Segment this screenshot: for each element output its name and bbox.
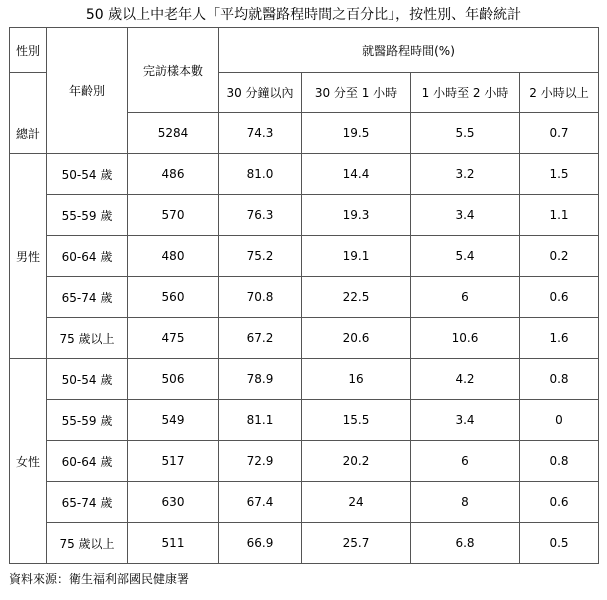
header-age: 年齡別: [47, 28, 128, 154]
header-col-2: 1 小時至 2 小時: [411, 73, 520, 113]
header-row-1: [10, 28, 599, 73]
header-col-3: 2 小時以上: [520, 73, 599, 113]
total-sample: 5284: [128, 113, 219, 154]
value-cell: 4.2: [411, 359, 520, 400]
value-cell: 67.4: [219, 482, 302, 523]
age-cell: 75 歲以上: [47, 318, 128, 359]
sample-cell: 549: [128, 400, 219, 441]
value-cell: 66.9: [219, 523, 302, 564]
value-cell: 1.1: [520, 195, 599, 236]
table-row: [10, 318, 599, 359]
age-cell: 50-54 歲: [47, 359, 128, 400]
sample-cell: 570: [128, 195, 219, 236]
header-gender-spacer: [10, 73, 47, 113]
sample-cell: 506: [128, 359, 219, 400]
value-cell: 20.6: [302, 318, 411, 359]
total-value: 5.5: [411, 113, 520, 154]
header-col-1: 30 分至 1 小時: [302, 73, 411, 113]
total-value: 19.5: [302, 113, 411, 154]
value-cell: 24: [302, 482, 411, 523]
table-row: [10, 359, 599, 400]
value-cell: 75.2: [219, 236, 302, 277]
value-cell: 0.8: [520, 441, 599, 482]
table-row: [10, 154, 599, 195]
table-row: [10, 277, 599, 318]
value-cell: 10.6: [411, 318, 520, 359]
value-cell: 5.4: [411, 236, 520, 277]
age-cell: 60-64 歲: [47, 441, 128, 482]
value-cell: 1.6: [520, 318, 599, 359]
statistics-table: [9, 27, 599, 564]
value-cell: 67.2: [219, 318, 302, 359]
value-cell: 78.9: [219, 359, 302, 400]
header-gender: 性別: [10, 28, 47, 73]
sample-cell: 517: [128, 441, 219, 482]
age-cell: 60-64 歲: [47, 236, 128, 277]
header-travel-time-group: 就醫路程時間(%): [219, 28, 599, 73]
value-cell: 8: [411, 482, 520, 523]
value-cell: 81.0: [219, 154, 302, 195]
value-cell: 72.9: [219, 441, 302, 482]
value-cell: 70.8: [219, 277, 302, 318]
age-cell: 55-59 歲: [47, 400, 128, 441]
value-cell: 0.6: [520, 482, 599, 523]
header-col-0: 30 分鐘以內: [219, 73, 302, 113]
value-cell: 0.2: [520, 236, 599, 277]
value-cell: 19.1: [302, 236, 411, 277]
sample-cell: 480: [128, 236, 219, 277]
total-value: 74.3: [219, 113, 302, 154]
value-cell: 25.7: [302, 523, 411, 564]
table-row: [10, 195, 599, 236]
age-cell: 50-54 歲: [47, 154, 128, 195]
age-cell: 65-74 歲: [47, 277, 128, 318]
sample-cell: 511: [128, 523, 219, 564]
value-cell: 14.4: [302, 154, 411, 195]
value-cell: 0.5: [520, 523, 599, 564]
table-row: [10, 236, 599, 277]
age-cell: 55-59 歲: [47, 195, 128, 236]
value-cell: 81.1: [219, 400, 302, 441]
value-cell: 1.5: [520, 154, 599, 195]
value-cell: 0.8: [520, 359, 599, 400]
sample-cell: 630: [128, 482, 219, 523]
sample-cell: 486: [128, 154, 219, 195]
value-cell: 3.2: [411, 154, 520, 195]
sample-cell: 475: [128, 318, 219, 359]
total-value: 0.7: [520, 113, 599, 154]
header-sample: 完訪樣本數: [128, 28, 219, 113]
value-cell: 76.3: [219, 195, 302, 236]
value-cell: 6.8: [411, 523, 520, 564]
gender-label-male: 男性: [10, 154, 47, 359]
value-cell: 6: [411, 441, 520, 482]
value-cell: 19.3: [302, 195, 411, 236]
gender-label-female: 女性: [10, 359, 47, 564]
table-row: [10, 523, 599, 564]
table-row: [10, 441, 599, 482]
table-row: [10, 400, 599, 441]
value-cell: 3.4: [411, 195, 520, 236]
value-cell: 22.5: [302, 277, 411, 318]
sample-cell: 560: [128, 277, 219, 318]
table-title: 50 歲以上中老年人「平均就醫路程時間之百分比」，按性別、年齡統計: [85, 7, 522, 23]
value-cell: 3.4: [411, 400, 520, 441]
value-cell: 0.6: [520, 277, 599, 318]
total-label: 總計: [10, 113, 47, 154]
value-cell: 20.2: [302, 441, 411, 482]
age-cell: 75 歲以上: [47, 523, 128, 564]
value-cell: 0: [520, 400, 599, 441]
value-cell: 6: [411, 277, 520, 318]
value-cell: 16: [302, 359, 411, 400]
source-note: 資料來源：衛生福利部國民健康署: [9, 572, 190, 586]
value-cell: 15.5: [302, 400, 411, 441]
age-cell: 65-74 歲: [47, 482, 128, 523]
table-row: [10, 482, 599, 523]
